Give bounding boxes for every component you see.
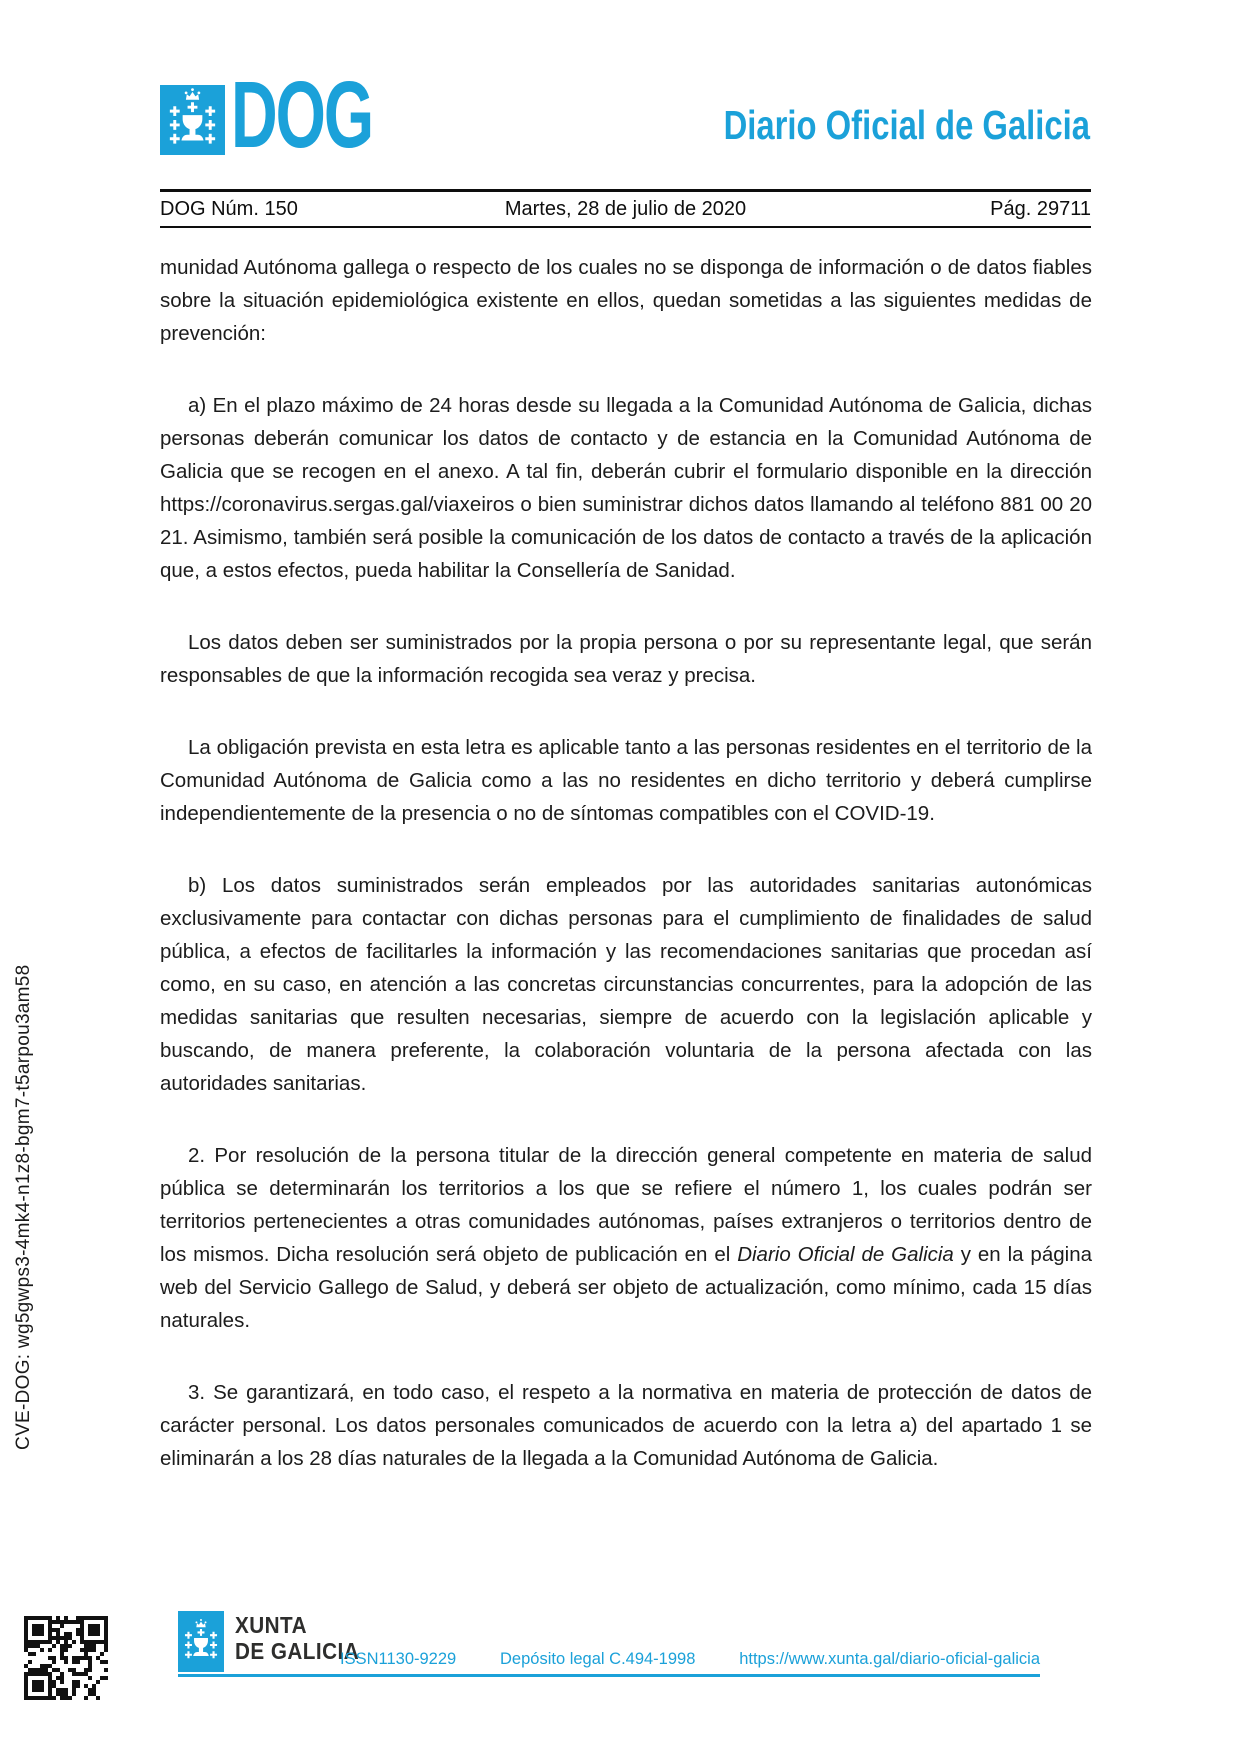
galicia-emblem-icon xyxy=(178,1611,224,1672)
footer-issn: ISSN1130-9229 xyxy=(340,1650,457,1668)
galicia-emblem-icon xyxy=(160,85,225,155)
document-body xyxy=(160,251,1092,1514)
paragraph: a) En el plazo máximo de 24 horas desde su llegada a la Comunidad Autónoma de Galicia, dichas personas deberán comunicar los datos de contacto y de estancia en la Comunidad Autónoma de Galicia que se recogen en el anexo. A tal fin, deberán cubrir el formulario disponible en la dirección https://coronavirus.sergas.gal/viaxeiros o bien suministrar dichos datos llamando al teléfono 881 00 20 21. Asimismo, también será posible la comunicación de los datos de contacto a través de la aplicación que, a estos efectos, pueda habilitar la Consellería de Sanidad. xyxy=(160,394,1092,582)
footer-meta xyxy=(340,1650,1040,1669)
footer-rule xyxy=(178,1674,1040,1677)
publication-title: Diario Oficial de Galicia xyxy=(723,102,1090,148)
header-issue: DOG Núm. 150 xyxy=(160,197,298,220)
header-page: Pág. 29711 xyxy=(990,197,1091,220)
paragraph: b) Los datos suministrados serán empleados por las autoridades sanitarias autonómicas exclusivamente para contactar con dichas personas para el cumplimiento de finalidades de salud pública, a efectos de facilitarles la información y las recomendaciones sanitarias que procedan así como, en su caso, en atención a las concretas circunstancias concurrentes, para la adopción de las medidas sanitarias que resulten necesarias, siempre de acuerdo con la legislación aplicable y buscando, de manera preferente, la colaboración voluntaria de la persona afectada con las autoridades sanitarias. xyxy=(160,874,1092,1095)
header-row xyxy=(160,194,1091,224)
dog-wordmark: DOG xyxy=(231,62,373,168)
paragraph: 2. Por resolución de la persona titular de la dirección general competente en materia de salud pública se determinarán los territorios a los que se refiere el número 1, los cuales podrán ser territorios pertenecientes a otras comunidades autónomas, países extranjeros o territorios dentro de los mismos. Dicha resolución será objeto de publicación en el Diario Oficial de Galicia y en la página web del Servicio Gallego de Salud, y deberá ser objeto de actualización, como mínimo, cada 15 días naturales. xyxy=(160,1144,1092,1332)
header-rule-top xyxy=(160,189,1091,192)
footer-url-link[interactable]: https://www.xunta.gal/diario-oficial-galicia xyxy=(739,1650,1040,1668)
xunta-logo xyxy=(178,1611,224,1672)
dog-logo xyxy=(160,85,225,155)
cve-vertical-text: CVE-DOG: wg5gwps3-4mk4-n1z8-bgm7-t5arpou3am58 xyxy=(13,964,34,1450)
paragraph: La obligación prevista en esta letra es aplicable tanto a las personas residentes en el territorio de la Comunidad Autónoma de Galicia como a las no residentes en dicho territorio y deberá cumplirse independientemente de la presencia o no de síntomas compatibles con el COVID-19. xyxy=(160,736,1092,825)
footer-deposito-legal: Depósito legal C.494-1998 xyxy=(500,1650,696,1668)
header-date: Martes, 28 de julio de 2020 xyxy=(504,197,747,220)
paragraph: 3. Se garantizará, en todo caso, el respeto a la normativa en materia de protección de datos de carácter personal. Los datos personales comunicados de acuerdo con la letra a) del apartado 1 se eliminarán a los 28 días naturales de la llegada a la Comunidad Autónoma de Galicia. xyxy=(160,1381,1092,1470)
xunta-wordmark-line1: XUNTA xyxy=(235,1612,308,1638)
paragraph: Los datos deben ser suministrados por la propia persona o por su representante legal, que serán responsables de que la información recogida sea veraz y precisa. xyxy=(160,631,1092,687)
paragraph: munidad Autónoma gallega o respecto de los cuales no se disponga de información o de datos fiables sobre la situación epidemiológica existente en ellos, quedan sometidas a las siguientes medidas de prevención: xyxy=(160,256,1092,345)
qr-code xyxy=(24,1616,108,1700)
header-rule-bottom xyxy=(160,226,1091,228)
xunta-wordmark-line2: DE GALICIA xyxy=(235,1638,360,1664)
